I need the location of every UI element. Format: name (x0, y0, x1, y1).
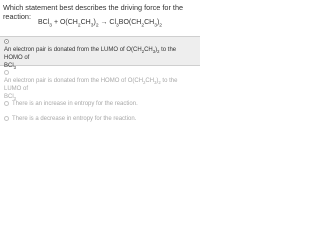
eq-sub: 3 (154, 23, 157, 29)
eq-plus: + O(CH (52, 19, 78, 26)
eq-product: BO(CH (118, 19, 142, 26)
eq-sub: 3 (49, 23, 52, 29)
answer-option-4[interactable] (0, 114, 200, 124)
eq-ch3: CH (144, 19, 155, 26)
radio-button[interactable] (4, 39, 9, 44)
radio-button[interactable] (4, 70, 9, 75)
answer-option-1-label: An electron pair is donated from the LUMO of $O(CH_2CH_3)_2$ to the HOMO of BCl$_3$ (4, 47, 177, 71)
eq-sub: 3 (90, 23, 94, 29)
eq-reactant-a: BCl (37, 19, 50, 26)
eq-close: ) (93, 19, 96, 26)
eq-sub: 2 (77, 23, 81, 29)
answer-option-2-label: An electron pair is donated from the HOMO of $O(CH_2CH_3)_2$ to the LUMO of BCl$_3$ (4, 78, 178, 102)
question-prompt: Which statement best describes the driving force for the reaction: (3, 3, 184, 21)
answer-option-1[interactable] (0, 36, 200, 71)
radio-button[interactable] (4, 116, 9, 121)
answer-option-3-label: There is an increase in entropy for the reaction. (12, 101, 138, 107)
radio-button[interactable] (4, 101, 9, 106)
eq-arrow: → Cl (98, 19, 117, 26)
answer-option-3[interactable] (0, 99, 200, 109)
eq-sub: 2 (141, 23, 145, 29)
eq-ch3: CH (80, 19, 91, 26)
eq-sub: 3 (116, 23, 119, 29)
answer-option-2[interactable] (0, 68, 200, 102)
eq-close: ) (156, 19, 160, 26)
answer-option-4-label: There is a decrease in entropy for the reaction. (12, 116, 137, 122)
eq-sub: 2 (95, 23, 99, 29)
eq-sub: 2 (159, 23, 163, 29)
reaction-equation (0, 18, 200, 27)
